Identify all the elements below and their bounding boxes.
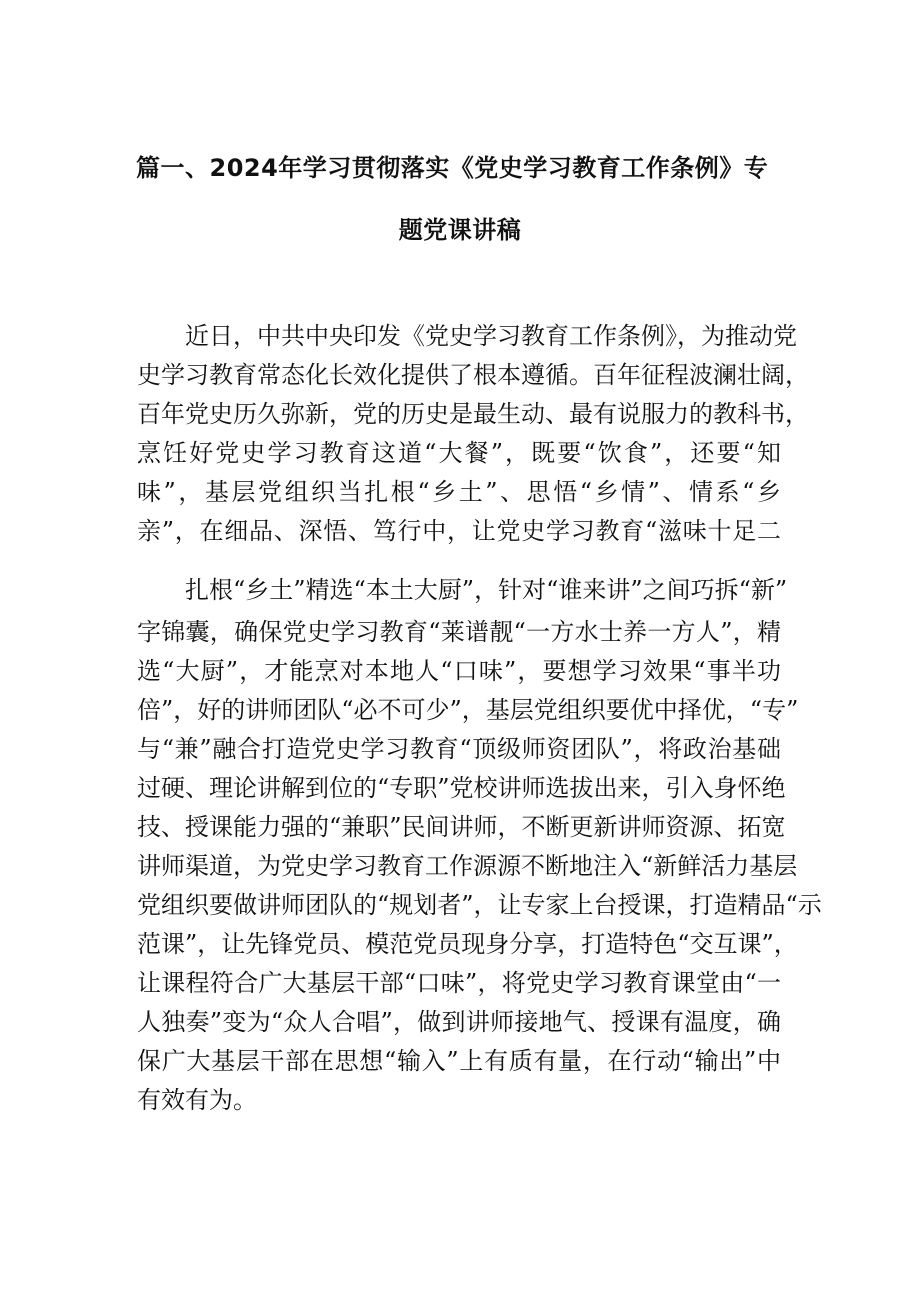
paragraph-2-line: 讲师渠道，为党史学习教育工作源源不断地注入“新鲜活力基层	[137, 852, 798, 880]
paragraph-1-line: 亲”，在细品、深悟、笃行中，让党史学习教育“滋味十足二	[137, 517, 781, 545]
title-line-2: 题党课讲稿	[398, 216, 522, 244]
paragraph-1-line: 味”，基层党组织当扎根“乡土”、思悟“乡情”、情系“乡	[137, 478, 781, 506]
paragraph-2-line: 保广大基层干部在思想“输入”上有质有量，在行动“输出”中	[137, 1047, 781, 1075]
paragraph-2-line: 范课”，让先锋党员、模范党员现身分享，打造特色“交互课”，	[137, 930, 798, 958]
paragraph-2-line: 扎根“乡土”精选“本土大厨”，针对“谁来讲”之间巧拆“新”	[185, 576, 788, 604]
paragraph-2-line: 与“兼”融合打造党史学习教育“顶级师资团队”，将政治基础	[137, 735, 781, 763]
paragraph-1-line: 百年党史历久弥新，党的历史是最生动、最有说服力的教科书，	[137, 400, 809, 428]
paragraph-2-line: 有效有为。	[137, 1086, 257, 1114]
paragraph-1-line: 史学习教育常态化长效化提供了根本遵循。百年征程波澜壮阔，	[137, 361, 809, 389]
paragraph-2-line: 技、授课能力强的“兼职”民间讲师，不断更新讲师资源、拓宽	[137, 813, 786, 841]
paragraph-2-line: 人独奏”变为“众人合唱”，做到讲师接地气、授课有温度，确	[137, 1008, 781, 1036]
paragraph-2-line: 倍”，好的讲师团队“必不可少”，基层党组织要优中择优，“专”	[137, 696, 799, 724]
title-line-1: 篇一、2024年学习贯彻落实《党史学习教育工作条例》专	[136, 154, 769, 182]
paragraph-2-line: 党组织要做讲师团队的“规划者”，让专家上台授课，打造精品“示	[137, 891, 822, 919]
paragraph-2-line: 让课程符合广大基层干部“口味”，将党史学习教育课堂由“一	[137, 969, 781, 997]
paragraph-2-line: 字锦囊，确保党史学习教育“莱谱靓“一方水士养一方人”，精	[137, 618, 781, 646]
paragraph-2-line: 选“大厨”，才能烹对本地人“口味”，要想学习效果“事半功	[137, 657, 781, 685]
paragraph-1-line: 近日，中共中央印发《党史学习教育工作条例》，为推动党	[185, 322, 797, 350]
paragraph-1-line: 烹饪好党史学习教育这道“大餐”，既要“饮食”，还要“知	[137, 439, 781, 467]
paragraph-2-line: 过硬、理论讲解到位的“专职”党校讲师选拔出来，引入身怀绝	[137, 774, 786, 802]
